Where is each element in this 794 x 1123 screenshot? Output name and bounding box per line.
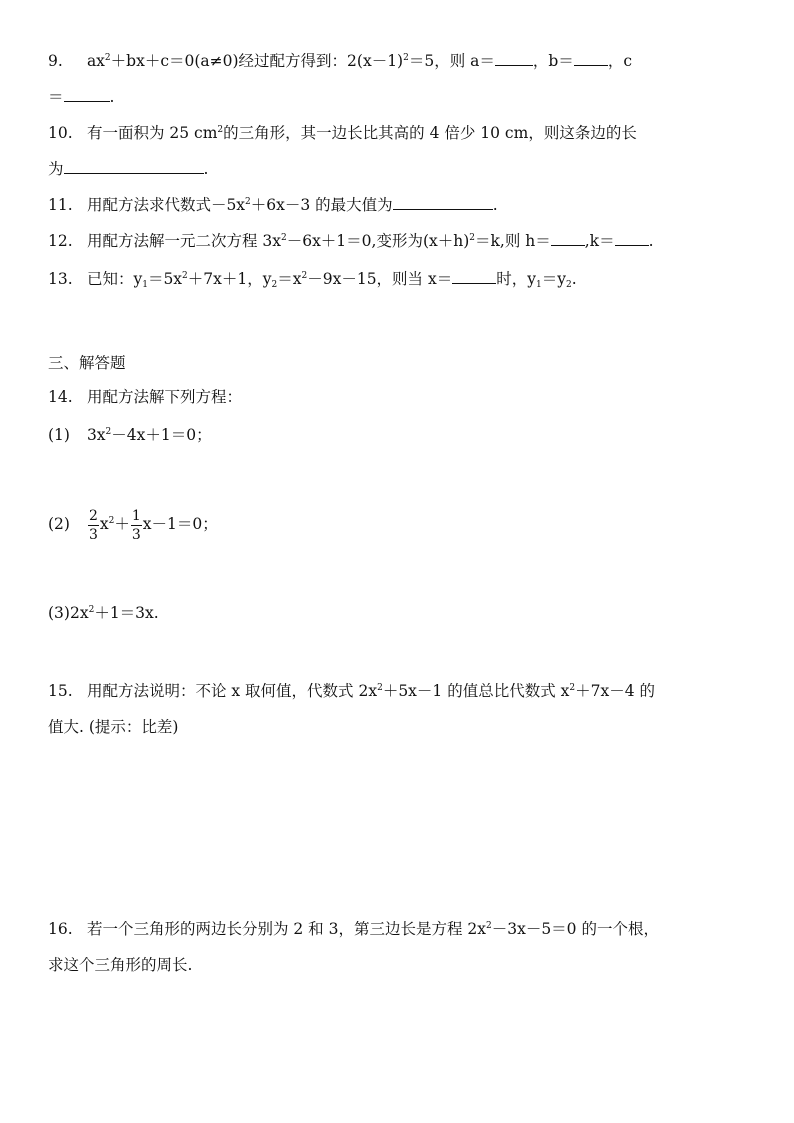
question-text: 有一面积为 25 cm bbox=[86, 124, 218, 142]
equation: x bbox=[99, 515, 109, 533]
question-number: 16. bbox=[48, 920, 73, 938]
subscript: 1 bbox=[142, 280, 148, 290]
question-text: ＋7x－4 的 bbox=[575, 682, 656, 700]
exponent: 2 bbox=[105, 427, 112, 437]
question-text: 用配方法求代数式－5x bbox=[86, 196, 246, 214]
question-text: ＋7x＋1，y bbox=[187, 270, 272, 288]
answer-blank-a[interactable] bbox=[495, 51, 533, 66]
subscript: 1 bbox=[536, 280, 542, 290]
question-16-line1 bbox=[48, 918, 659, 940]
answer-blank[interactable] bbox=[64, 159, 204, 174]
exponent: 2 bbox=[245, 197, 251, 207]
question-text: 为 bbox=[48, 160, 64, 178]
question-text: ＋6x－3 的最大值为 bbox=[250, 196, 393, 214]
exponent: 2 bbox=[377, 683, 383, 693]
equation: x－1＝0； bbox=[142, 515, 218, 533]
denominator: 3 bbox=[88, 526, 98, 543]
section-title bbox=[48, 352, 126, 374]
equation: ＋ bbox=[114, 515, 130, 533]
answer-blank-c[interactable] bbox=[64, 87, 110, 102]
question-text: ＝x bbox=[277, 270, 302, 288]
question-text: 求这个三角形的周长. bbox=[48, 956, 193, 974]
question-10-line1 bbox=[48, 122, 637, 144]
equation: －4x＋1＝0； bbox=[111, 426, 212, 444]
question-number: 11. bbox=[48, 196, 73, 214]
question-text: ＝5x bbox=[147, 270, 183, 288]
answer-blank-h[interactable] bbox=[551, 231, 585, 246]
subscript: 2 bbox=[566, 280, 572, 290]
equation: ＋1＝3x. bbox=[94, 604, 159, 622]
question-text: ＋5x－1 的值总比代数式 x bbox=[382, 682, 570, 700]
fraction bbox=[88, 507, 99, 544]
fraction bbox=[131, 507, 142, 544]
question-number: 10. bbox=[48, 124, 73, 142]
exponent: 2 bbox=[403, 53, 409, 63]
question-text: ＝k,则 h＝ bbox=[475, 232, 551, 250]
answer-blank-b[interactable] bbox=[574, 51, 608, 66]
question-number: 14. bbox=[48, 388, 73, 406]
question-11 bbox=[48, 194, 498, 216]
exponent: 2 bbox=[104, 53, 111, 63]
answer-blank-x[interactable] bbox=[452, 269, 496, 284]
question-text: ＋bx＋c＝0(a≠0)经过配方得到：2(x－1) bbox=[110, 52, 404, 70]
question-number: 12. bbox=[48, 232, 73, 250]
equation: 2x bbox=[69, 604, 89, 622]
question-text: 用配方法解一元二次方程 3x bbox=[86, 232, 281, 250]
question-15-line1 bbox=[48, 680, 655, 702]
question-text: 用配方法解下列方程： bbox=[86, 388, 242, 406]
question-text: . bbox=[109, 88, 115, 106]
question-13 bbox=[48, 268, 577, 290]
question-text: . bbox=[203, 160, 209, 178]
numerator: 1 bbox=[131, 507, 141, 524]
question-14 bbox=[48, 386, 242, 408]
question-text: 用配方法说明：不论 x 取何值，代数式 2x bbox=[86, 682, 378, 700]
question-text: ＝y bbox=[541, 270, 566, 288]
question-text: 值大. (提示：比差) bbox=[48, 718, 179, 736]
question-text: ，b＝ bbox=[532, 52, 574, 70]
question-14-part-1 bbox=[48, 424, 212, 446]
question-9-line2 bbox=[48, 86, 114, 108]
part-label: (2) bbox=[48, 515, 70, 533]
question-10-line2 bbox=[48, 158, 208, 180]
question-text: 时，y bbox=[496, 270, 536, 288]
exponent: 2 bbox=[217, 125, 224, 135]
question-text: . bbox=[571, 270, 577, 288]
section-heading: 三、解答题 bbox=[48, 354, 126, 372]
question-15-line2 bbox=[48, 716, 178, 738]
question-text: －9x－15，则当 x＝ bbox=[307, 270, 453, 288]
question-text: . bbox=[648, 232, 654, 250]
question-text: ,k＝ bbox=[584, 232, 615, 250]
exponent: 2 bbox=[182, 271, 188, 281]
exponent: 2 bbox=[301, 271, 308, 281]
exponent: 2 bbox=[108, 516, 115, 526]
question-text: ＝ bbox=[48, 88, 64, 106]
exponent: 2 bbox=[569, 683, 576, 693]
question-text: －6x＋1＝0,变形为(x＋h) bbox=[286, 232, 470, 250]
question-text: ，c bbox=[607, 52, 632, 70]
subscript: 2 bbox=[271, 280, 278, 290]
exponent: 2 bbox=[469, 233, 476, 243]
question-text: 若一个三角形的两边长分别为 2 和 3，第三边长是方程 2x bbox=[86, 920, 486, 938]
denominator: 3 bbox=[131, 526, 141, 543]
exponent: 2 bbox=[280, 233, 287, 243]
question-14-part-2 bbox=[48, 504, 218, 544]
part-label: (3) bbox=[48, 604, 70, 622]
answer-blank[interactable] bbox=[393, 195, 493, 210]
question-text: ＝5，则 a＝ bbox=[408, 52, 495, 70]
question-number: 9. bbox=[48, 52, 63, 70]
question-text: －3x－5＝0 的一个根， bbox=[491, 920, 659, 938]
question-number: 15. bbox=[48, 682, 73, 700]
question-number: 13. bbox=[48, 270, 73, 288]
exponent: 2 bbox=[88, 605, 95, 615]
numerator: 2 bbox=[88, 507, 98, 524]
part-label: (1) bbox=[48, 426, 70, 444]
question-text: ax bbox=[86, 52, 105, 70]
question-text: 已知：y bbox=[86, 270, 143, 288]
question-text: . bbox=[492, 196, 498, 214]
question-text: 的三角形，其一边长比其高的 4 倍少 10 cm，则这条边的长 bbox=[223, 124, 637, 142]
question-9-line1 bbox=[48, 50, 632, 72]
question-16-line2 bbox=[48, 954, 192, 976]
question-12 bbox=[48, 230, 654, 252]
equation: 3x bbox=[86, 426, 106, 444]
answer-blank-k[interactable] bbox=[615, 231, 649, 246]
exponent: 2 bbox=[485, 921, 492, 931]
question-14-part-3 bbox=[48, 602, 159, 624]
